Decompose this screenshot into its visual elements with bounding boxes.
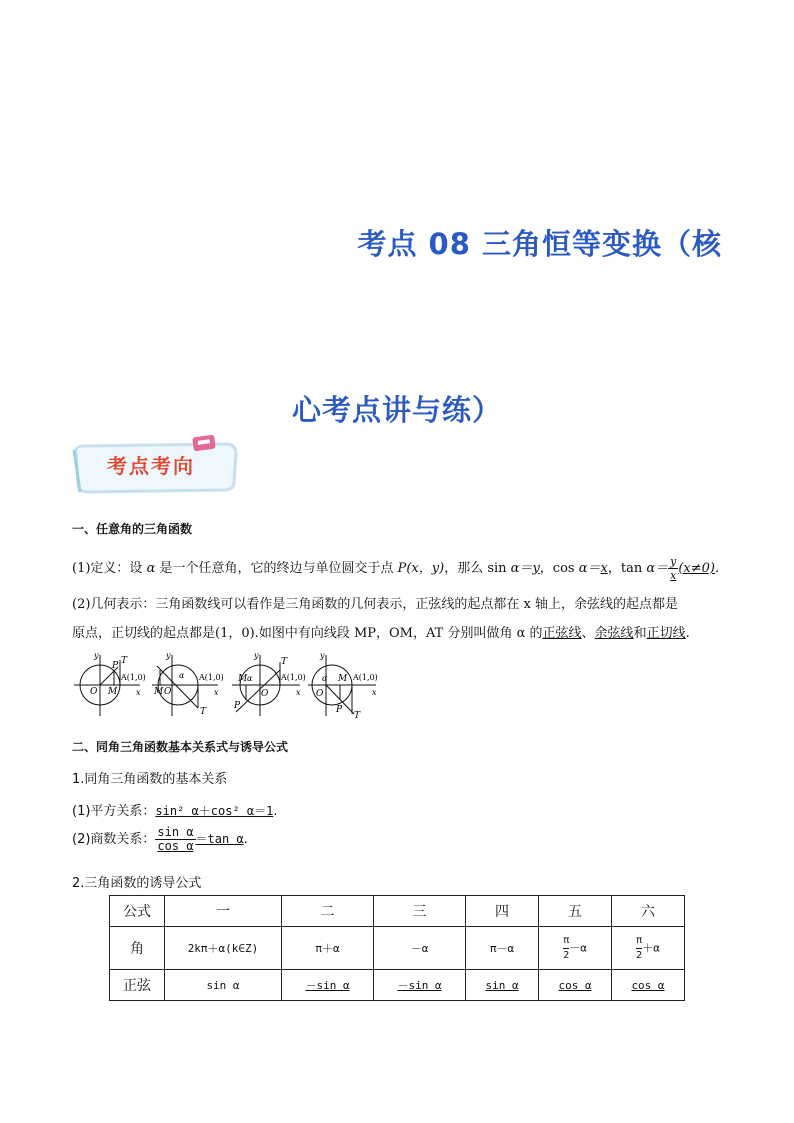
origin-label: O: [164, 687, 172, 697]
table-cell: －sin α: [374, 970, 466, 1001]
unit-circle-diagram-4: [306, 650, 386, 720]
table-cell: －sin α: [282, 970, 374, 1001]
blank-sine-line: 正弦线: [542, 626, 582, 641]
blank-tangent-line: 正切线: [646, 626, 686, 641]
point-a-label: A(1,0): [121, 673, 146, 682]
point-p-label: P: [112, 661, 119, 671]
origin-label: O: [316, 689, 324, 699]
table-cell: cos α: [612, 970, 685, 1001]
table-cell: sin α: [466, 970, 539, 1001]
point-t-label: T: [281, 657, 288, 667]
axis-label-y: y: [94, 651, 99, 660]
table-cell: －α: [374, 927, 466, 970]
table-row: [110, 927, 685, 970]
axis-label-x: x: [136, 688, 141, 697]
math-text: α＝: [510, 561, 533, 576]
header-cell: 五: [539, 896, 612, 927]
definition-line: [72, 555, 719, 582]
badge-label: 考点考向: [107, 454, 195, 478]
text: 和: [633, 626, 647, 641]
page-title-line-2: 心考点讲与练）: [291, 393, 502, 427]
table-cell: sin α: [165, 970, 282, 1001]
header-cell: 一: [165, 896, 282, 927]
point-a-label: A(1,0): [281, 673, 306, 682]
point-m-label: M: [338, 674, 348, 684]
point-a-label: A(1,0): [199, 673, 224, 682]
blank-x: x: [600, 561, 608, 576]
point-m-label: M: [154, 687, 164, 697]
quotient-relation-line: [72, 826, 248, 853]
text: ，那么 sin: [444, 561, 511, 576]
subheading-reduction-formulas: 2.三角函数的诱导公式: [72, 876, 202, 891]
quotient-fraction: [155, 826, 195, 853]
text: 原点，正切线的起点都是(1，0).如图中有向线段 MP，OM，AT 分别叫做角 α 的: [72, 626, 543, 641]
angle-alpha-label: α: [322, 674, 328, 683]
frac-denominator: cos α: [157, 839, 194, 853]
frac-denominator: 2: [563, 949, 570, 961]
condition: (x≠0): [678, 561, 715, 576]
text: .: [243, 832, 248, 847]
axis-label-x: x: [372, 688, 377, 697]
frac-numerator: y: [670, 555, 677, 568]
table-row: [110, 896, 685, 927]
point-m-label: M: [108, 687, 118, 697]
point-p-label: P: [234, 701, 241, 711]
point-t-label: T: [354, 711, 361, 720]
text: (1)平方关系：: [72, 804, 156, 819]
point-p-label: P: [336, 705, 343, 715]
table-cell: [612, 927, 685, 970]
unit-circle-diagram-2: [152, 650, 232, 720]
angle-term: α: [653, 941, 660, 954]
square-relation-line: [72, 800, 277, 819]
angle-term: α: [580, 941, 587, 954]
reduction-formula-table: [109, 895, 685, 1001]
axis-label-x: x: [214, 688, 219, 697]
table-cell: [539, 927, 612, 970]
text: .: [273, 804, 278, 819]
text: 、: [581, 626, 595, 641]
math-alpha: α: [146, 561, 156, 576]
geometric-line-1: (2)几何表示：三角函数线可以看作是三角函数的几何表示，正弦线的起点都在 x 轴上，余弦线的起点都是: [72, 597, 679, 612]
point-t-label: T: [121, 656, 128, 666]
row-label: 角: [110, 927, 165, 970]
text: (2)商数关系：: [72, 832, 156, 847]
point-t-label: T: [200, 707, 207, 717]
operator: －: [569, 941, 581, 954]
point-a-label: A(1,0): [353, 673, 378, 682]
table-cell: π＋α: [282, 927, 374, 970]
math-point: P(x，y): [397, 561, 445, 576]
geometric-line-2: [72, 622, 690, 641]
blank-y: y: [532, 561, 540, 576]
row-label: 正弦: [110, 970, 165, 1001]
quotient-rhs: ＝tan α: [195, 832, 244, 846]
frac-numerator: sin α: [157, 825, 194, 839]
text: ，tan: [607, 561, 647, 576]
text: .: [685, 626, 690, 641]
text: ，cos: [539, 561, 579, 576]
fraction-y-over-x: [668, 555, 678, 582]
axis-label-x: x: [296, 688, 301, 697]
table-cell: cos α: [539, 970, 612, 1001]
frac-denominator: x: [670, 569, 677, 582]
text: .: [714, 561, 720, 576]
section-badge: [66, 434, 244, 498]
frac-numerator: π: [563, 934, 569, 949]
frac-denominator: 2: [636, 949, 643, 961]
frac-numerator: π: [636, 934, 642, 949]
point-m-label: M: [238, 674, 248, 684]
origin-label: O: [261, 689, 269, 699]
section-heading-1: 一、任意角的三角函数: [72, 522, 193, 536]
header-cell: 四: [466, 896, 539, 927]
table-cell: 2kπ＋α(k∈Z): [165, 927, 282, 970]
header-cell: 二: [282, 896, 374, 927]
angle-alpha-label: α: [179, 671, 185, 680]
unit-circle-diagram-1: [74, 650, 150, 720]
section-heading-2: 二、同角三角函数基本关系式与诱导公式: [72, 740, 289, 754]
axis-label-y: y: [254, 651, 259, 660]
math-text: α＝: [578, 561, 601, 576]
operator: ＋: [642, 941, 654, 954]
blank-cosine-line: 余弦线: [594, 626, 634, 641]
header-cell: 公式: [110, 896, 165, 927]
axis-label-y: y: [320, 651, 325, 660]
math-text: α＝: [646, 561, 669, 576]
header-cell: 三: [374, 896, 466, 927]
square-relation-formula: sin² α＋cos² α＝1: [155, 804, 274, 818]
unit-circle-diagram-3: [230, 650, 310, 720]
text: (1)定义：设: [72, 561, 147, 576]
subheading-basic-relations: 1.同角三角函数的基本关系: [72, 772, 228, 787]
axis-label-y: y: [166, 651, 171, 660]
page-title-line-1: 考点 08 三角恒等变换（核: [357, 227, 722, 261]
table-row: [110, 970, 685, 1001]
angle-alpha-label: α: [247, 674, 253, 683]
header-cell: 六: [612, 896, 685, 927]
text: 是一个任意角，它的终边与单位圆交于点: [155, 561, 398, 576]
table-cell: π－α: [466, 927, 539, 970]
origin-label: O: [90, 687, 98, 697]
